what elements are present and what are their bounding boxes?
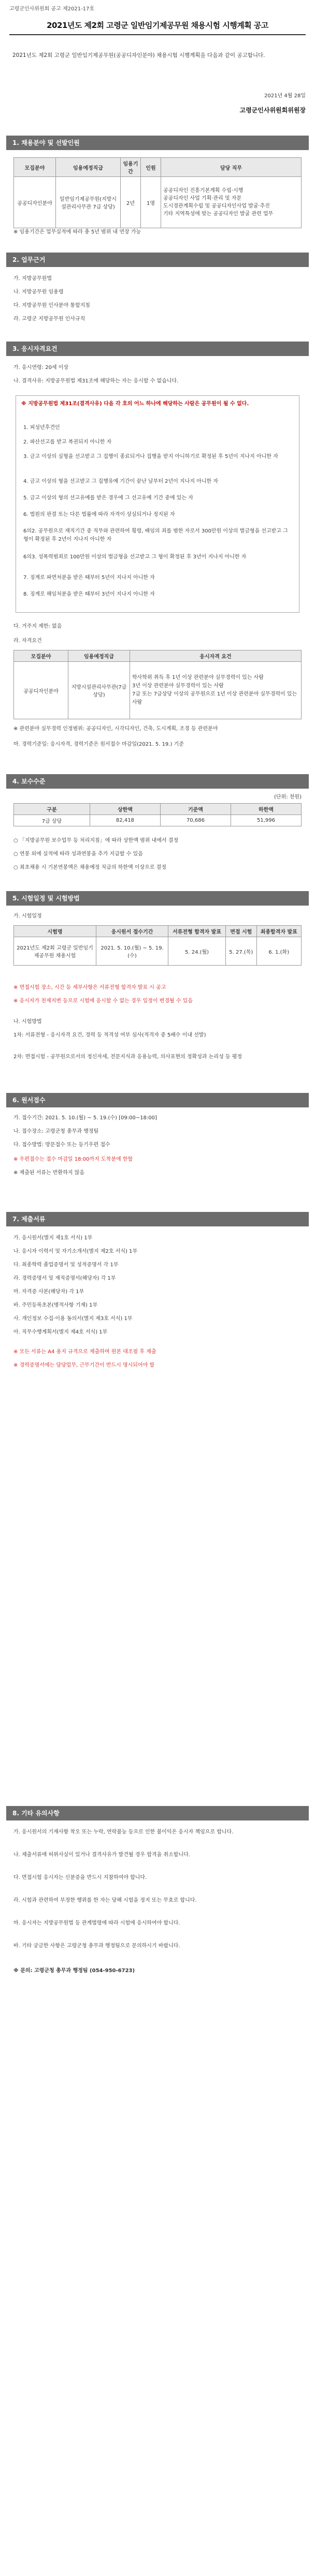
list-item: 가. 지방공무원법 — [13, 276, 52, 282]
pay-note: ○ 최초채용 시 기본연봉액은 채용예정 직급의 하한액 이상으로 결정 — [13, 865, 166, 870]
section-5-heading: 5. 시험일정 및 시험방법 — [6, 891, 309, 906]
list-item: 가. 접수기간: 2021. 5. 10.(월) ~ 5. 19.(수) [09:00~18:00] — [13, 1115, 157, 1121]
issuing-org: 고령군인사위원회위원장 — [239, 107, 306, 114]
list-item: 마. 자격증 사본(해당자) 각 1부 — [13, 1289, 84, 1295]
table-header: 임용기간 — [121, 158, 141, 177]
list-item: 라. 고령군 지방공무원 인사규칙 — [13, 316, 85, 322]
cert-note: ※ 관련분야 실무경력 인정범위: 공공디자인, 시각디자인, 건축, 도시계획, 조경 등 관련분야 — [13, 726, 218, 732]
cell-term: 2년 — [121, 177, 141, 228]
title-divider — [9, 34, 306, 35]
req-item: 학사학위 취득 후 1년 이상 관련분야 실무경력이 있는 사람 — [132, 675, 264, 680]
list-item: 라. 경력증명서 및 재직증명서(해당자) 각 1부 — [13, 1276, 116, 1281]
cell-reqs — [130, 662, 302, 719]
list-item: 바. 주민등록초본(병적사항 기재) 1부 — [13, 1302, 98, 1308]
list-item: 나. 접수장소: 고령군청 총무과 행정팀 — [13, 1129, 99, 1134]
note-item: ※ 경력증명서에는 담당업무, 근무기간이 반드시 명시되어야 함 — [13, 1363, 155, 1368]
duty-item: 공공디자인 사업 기획·관리 및 자문 — [163, 196, 242, 201]
age-requirement: 가. 응시연령: 20세 이상 — [13, 365, 69, 371]
disqualification-text: 나. 결격사유: 지방공무원법 제31조에 해당하는 자는 응시할 수 없습니다. — [13, 378, 179, 384]
notice-number: 고령군인사위원회 공고 제2021-17호 — [9, 6, 95, 12]
table-header-row — [14, 804, 302, 815]
table-header-row — [14, 158, 302, 177]
table-row — [14, 177, 302, 228]
cell-count: 1명 — [141, 177, 161, 228]
duty-item: 기타 지역특성에 맞는 공공디자인 발굴 관련 업무 — [163, 211, 274, 217]
section-4-heading: 4. 보수수준 — [6, 774, 309, 789]
cell-grade: 지방시설관리사무관(7급 상당) — [68, 662, 130, 719]
list-item: 나. 응시자 이력서 및 자기소개서(별지 제2호 서식) 1부 — [13, 1249, 138, 1254]
table-header: 구분 — [14, 804, 90, 815]
pay-unit: (단위: 천원) — [274, 794, 302, 800]
cert-table — [13, 650, 302, 719]
table-header-row — [14, 650, 302, 662]
table-cell: 5. 24.(월) — [168, 937, 226, 966]
box-item: 3. 금고 이상의 실형을 선고받고 그 집행이 종료되거나 집행을 받지 아니하기로 확정된 후 5년이 지나지 아니한 자 — [23, 454, 278, 460]
list-item: 다. 최종학력 졸업증명서 및 성적증명서 각 1부 — [13, 1262, 119, 1268]
table-header: 응시자격 요건 — [130, 650, 302, 662]
method-title: 나. 시험방법 — [13, 1019, 42, 1025]
table-cell: 2021. 5. 10.(월) ~ 5. 19.(수) — [96, 937, 168, 966]
table-cell: 2021년도 제2회 고령군 일반임기제공무원 채용시험 — [14, 937, 96, 966]
box-item: 6의2. 공무원으로 재직기간 중 직무와 관련하여 횡령, 배임의 죄를 범한 자로서 300만원 이상의 벌금형을 선고받고 그 형이 확정된 후 2년이 지나지 아니한 자 — [23, 528, 288, 542]
list-item: 바. 기타 궁금한 사항은 고령군청 총무과 행정팀으로 문의하시기 바랍니다. — [13, 1943, 180, 1949]
table-header: 기준액 — [160, 804, 231, 815]
table-row — [14, 937, 302, 966]
section-8-heading: 8. 기타 유의사항 — [6, 1806, 309, 1820]
table-cell: 70,686 — [160, 815, 231, 826]
disqualification-box — [16, 395, 299, 613]
table-row — [14, 662, 302, 719]
section-1-note: ※ 임용기간은 업무실적에 따라 총 5년 범위 내 연장 가능 — [13, 229, 141, 235]
box-item: 8. 징계로 해임처분을 받은 때부터 3년이 지나지 아니한 자 — [23, 591, 155, 597]
page-title: 2021년도 제2회 고령군 일반임기제공무원 채용시험 시행계획 공고 — [47, 21, 268, 30]
section-6-heading: 6. 원서접수 — [6, 1093, 309, 1107]
section-7-heading: 7. 제출서류 — [6, 1212, 309, 1226]
list-item: 가. 응시원서(별지 제1호 서식) 1부 — [13, 1235, 93, 1241]
duty-item: 도시경관계획수립 및 공공디자인사업 발굴·추진 — [163, 203, 270, 209]
residence-requirement: 다. 거주지 제한: 없음 — [13, 624, 62, 629]
table-cell: 51,996 — [231, 815, 301, 826]
contact-info: ※ 문의: 고령군청 총무과 행정팀 (054-950-6723) — [13, 1968, 135, 1974]
list-item: 다. 면접시험 응시자는 신분증을 반드시 지참하여야 합니다. — [13, 1875, 147, 1881]
cert-heading: 라. 자격요건 — [13, 638, 42, 644]
schedule-table — [13, 925, 302, 966]
list-item: 나. 제출서류에 허위사실이 있거나 결격사유가 발견될 경우 합격을 취소합니다. — [13, 1852, 190, 1858]
schedule-note: ※ 면접시험 장소, 시간 등 세부사항은 서류전형 합격자 발표 시 공고 — [13, 985, 166, 990]
table-cell: 5. 27.(목) — [226, 937, 256, 966]
table-cell: 7급 상당 — [14, 815, 90, 826]
list-item: 다. 지방공무원 인사분야 통합지침 — [13, 303, 90, 308]
req-item: 7급 또는 7급상당 이상의 공무원으로 1년 이상 관련분야 실무경력이 있는 사람 — [132, 691, 297, 705]
pay-note: ○ 연봉 외에 실적에 따라 성과연봉을 추가 지급할 수 있음 — [13, 851, 143, 857]
table-header: 임용예정직급 — [56, 158, 121, 177]
table-header: 모집분야 — [14, 158, 56, 177]
table-row — [14, 815, 302, 826]
pay-note: ○ 「지방공무원 보수업무 등 처리지침」에 따라 상한액 범위 내에서 결정 — [13, 838, 179, 843]
list-item: 아. 직무수행계획서(별지 제4호 서식) 1부 — [13, 1329, 108, 1335]
schedule-note: ※ 응시자가 천재지변 등으로 시험에 응시할 수 없는 경우 일정이 변경될 수 있음 — [13, 998, 193, 1004]
table-header-row — [14, 926, 302, 937]
note-item: ※ 모든 서류는 A4 용지 규격으로 제출하며 원본 대조필 후 제출 — [13, 1349, 156, 1355]
method-item: 1차: 서류전형 - 응시자격 요건, 경력 등 적격성 여부 심사(적격자 중 5배수 이내 선발) — [13, 1032, 206, 1038]
cell-field: 공공디자인분야 — [14, 662, 68, 719]
table-header: 서류전형 합격자 발표 — [168, 926, 226, 937]
duty-item: 공공디자인 진흥기본계획 수립·시행 — [163, 188, 244, 194]
recruit-table — [13, 157, 302, 228]
box-item: 5. 금고 이상의 형의 선고유예를 받은 경우에 그 선고유예 기간 중에 있는 자 — [23, 495, 193, 501]
table-header: 하한액 — [231, 804, 301, 815]
list-item: 나. 지방공무원 임용령 — [13, 289, 64, 295]
table-header: 응시원서 접수기간 — [96, 926, 168, 937]
cell-field: 공공디자인분야 — [14, 177, 56, 228]
list-item: 라. 시험과 관련하여 부정한 행위를 한 자는 당해 시험을 정지 또는 무효로 합니다. — [13, 1898, 197, 1903]
box-title: ※ 지방공무원법 제31조(결격사유) 다음 각 호의 어느 하나에 해당하는 사람은 공무원이 될 수 없다. — [21, 401, 249, 407]
list-item: 사. 개인정보 수집·이용 동의서(별지 제3호 서식) 1부 — [13, 1316, 133, 1322]
cell-duties — [161, 177, 302, 228]
section-3-heading: 3. 응시자격요건 — [6, 342, 309, 356]
table-header: 시험명 — [14, 926, 96, 937]
section-2-heading: 2. 업무근거 — [6, 253, 309, 267]
table-cell: 82,418 — [90, 815, 160, 826]
intro-text: 2021년도 제2회 고령군 일반임기제공무원(공공디자인분야) 채용시험 시행계획을 다음과 같이 공고합니다. — [12, 52, 265, 58]
box-item: 1. 피성년후견인 — [23, 425, 60, 431]
base-date: 마. 경력기준일: 응시자격, 경력기준은 원서접수 마감일(2021. 5. 19.) 기준 — [13, 742, 184, 747]
notice-date: 2021년 4월 28일 — [264, 93, 306, 99]
schedule-title: 가. 시험일정 — [13, 913, 42, 919]
method-item: 2차: 면접시험 - 공무원으로서의 정신자세, 전문지식과 응용능력, 의사표현의 정확성과 논리성 등 평정 — [13, 1054, 242, 1060]
box-item: 6. 법원의 판결 또는 다른 법률에 따라 자격이 상실되거나 정지된 자 — [23, 512, 175, 517]
table-header: 최종합격자 발표 — [256, 926, 301, 937]
list-item: ※ 우편접수는 접수 마감일 18:00까지 도착분에 한함 — [13, 1157, 133, 1162]
table-header: 상한액 — [90, 804, 160, 815]
pay-table — [13, 803, 302, 826]
box-item: 4. 금고 이상의 형을 선고받고 그 집행유예 기간이 끝난 날부터 2년이 지나지 아니한 자 — [23, 479, 219, 484]
section-1-heading: 1. 채용분야 및 선발인원 — [6, 136, 309, 150]
box-item: 7. 징계로 파면처분을 받은 때부터 5년이 지나지 아니한 자 — [23, 575, 155, 581]
table-header: 모집분야 — [14, 650, 68, 662]
table-header: 면접 시험 — [226, 926, 256, 937]
table-header: 담당 직무 — [161, 158, 302, 177]
list-item: ※ 제출된 서류는 반환하지 않음 — [13, 1170, 85, 1176]
table-cell: 6. 1.(화) — [256, 937, 301, 966]
list-item: 마. 응시자는 지방공무원법 등 관계법령에 따라 시험에 응시하여야 합니다. — [13, 1920, 180, 1926]
table-header: 임용예정직급 — [68, 650, 130, 662]
box-item: 2. 파산선고를 받고 복권되지 아니한 자 — [23, 439, 112, 445]
list-item: 가. 응시원서의 기재사항 착오 또는 누락, 연락불능 등으로 인한 불이익은 응시자 책임으로 합니다. — [13, 1829, 234, 1835]
req-item: 3년 이상 관련분야 실무경력이 있는 사람 — [132, 683, 224, 689]
box-item: 6의3. 성폭력범죄로 100만원 이상의 벌금형을 선고받고 그 형이 확정된 후 3년이 지나지 아니한 자 — [23, 554, 247, 560]
list-item: 다. 접수방법: 방문접수 또는 등기우편 접수 — [13, 1142, 110, 1148]
table-header: 인원 — [141, 158, 161, 177]
cell-grade: 일반임기제공무원(지방시설관리사무관 7급 상당) — [56, 177, 121, 228]
